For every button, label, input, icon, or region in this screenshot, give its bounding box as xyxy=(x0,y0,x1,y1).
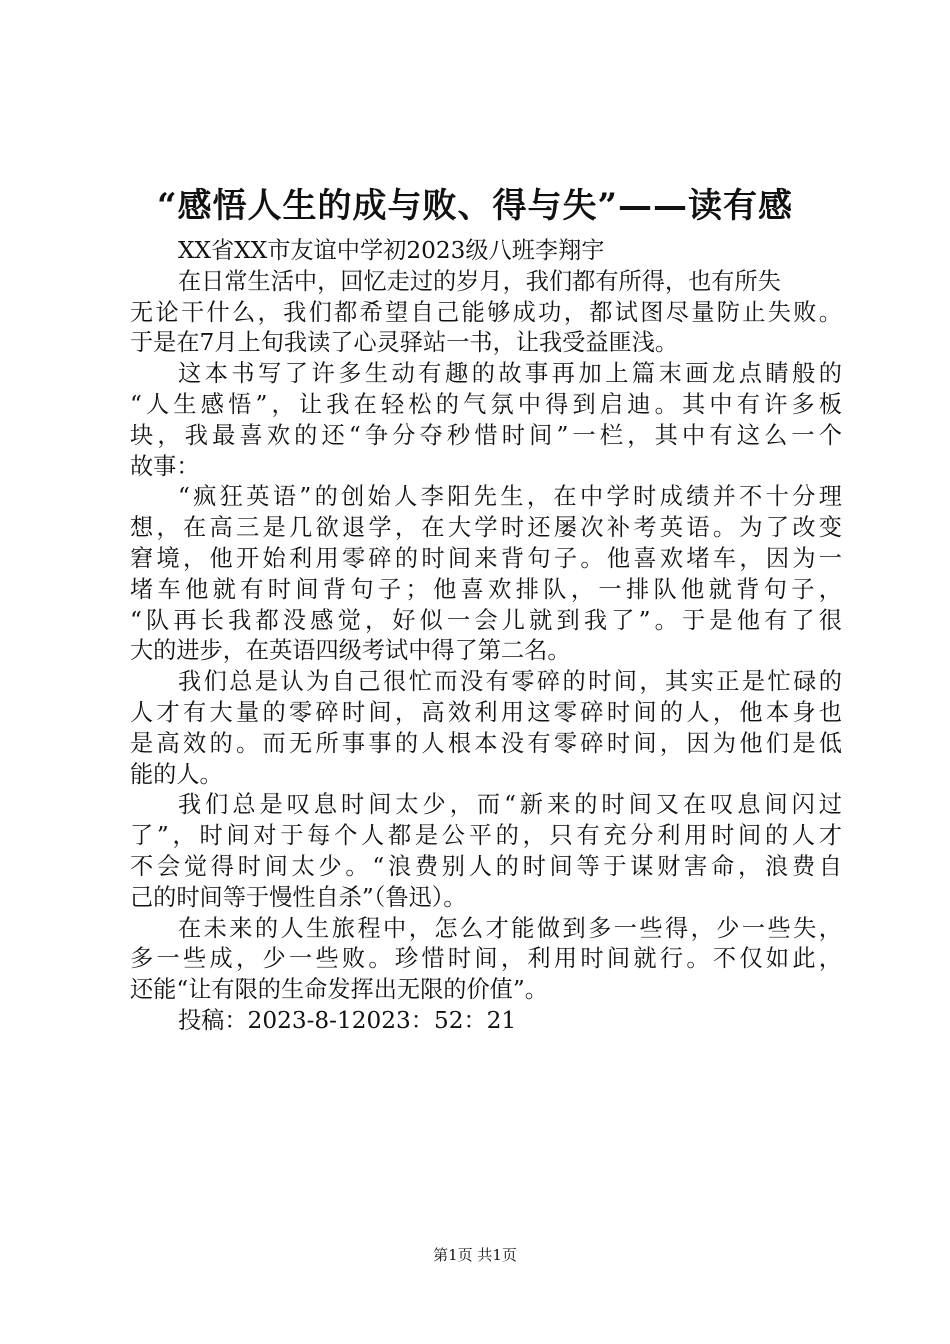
paragraph-1-line-1: 在日常生活中，回忆走过的岁月，我们都有所得，也有所失 xyxy=(178,267,781,295)
paragraph-4-line-3: 是高效的。而无所事事的人根本没有零碎时间，因为他们是低 xyxy=(130,729,842,757)
paragraph-5-line-4: 己的时间等于慢性自杀”（鲁迅）。 xyxy=(130,883,467,911)
paragraph-3-line-4: 堵车他就有时间背句子；他喜欢排队，一排队他就背句子， xyxy=(130,575,842,603)
paragraph-4-line-2: 人才有大量的零碎时间，高效利用这零碎时间的人，他本身也 xyxy=(130,698,842,726)
paragraph-6-line-3: 还能“让有限的生命发挥出无限的价值”。 xyxy=(130,976,548,1004)
paragraph-4-line-1: 我们总是认为自己很忙而没有零碎的时间，其实正是忙碌的 xyxy=(178,668,842,696)
submission-timestamp: 投稿：2023-8-12023：52：21 xyxy=(178,1006,517,1034)
paragraph-3-line-6: 大的进步，在英语四级考试中得了第二名。 xyxy=(130,637,571,665)
paragraph-5-line-1: 我们总是叹息时间太少，而“新来的时间又在叹息间闪过 xyxy=(178,791,842,819)
paragraph-2-line-3: 块，我最喜欢的还“争分夺秒惜时间”一栏，其中有这么一个 xyxy=(130,421,842,449)
paragraph-3-line-1: “疯狂英语”的创始人李阳先生，在中学时成绩并不十分理 xyxy=(178,483,842,511)
paragraph-5-line-3: 不会觉得时间太少。“浪费别人的时间等于谋财害命，浪费自 xyxy=(130,852,842,880)
document-title: “感悟人生的成与败、得与失”——读有感 xyxy=(156,186,794,226)
paragraph-6-line-2: 多一些成，少一些败。珍惜时间，利用时间就行。不仅如此， xyxy=(130,945,842,973)
paragraph-5-line-2: 了”，时间对于每个人都是公平的，只有充分利用时间的人才 xyxy=(130,822,842,850)
paragraph-2-line-1: 这本书写了许多生动有趣的故事再加上篇末画龙点睛般的 xyxy=(178,360,842,388)
author-line: XX省XX市友谊中学初2023级八班李翔宇 xyxy=(178,237,605,264)
paragraph-1-line-2: 无论干什么，我们都希望自己能够成功，都试图尽量防止失败。 xyxy=(130,298,842,326)
paragraph-1-line-3: 于是在7月上旬我读了心灵驿站一书，让我受益匪浅。 xyxy=(130,329,679,357)
paragraph-3-line-2: 想，在高三是几欲退学，在大学时还屡次补考英语。为了改变 xyxy=(130,514,842,542)
paragraph-3-line-5: “队再长我都没感觉，好似一会儿就到我了”。于是他有了很 xyxy=(130,606,842,634)
paragraph-6-line-1: 在未来的人生旅程中，怎么才能做到多一些得，少一些失， xyxy=(178,914,842,942)
paragraph-3-line-3: 窘境，他开始利用零碎的时间来背句子。他喜欢堵车，因为一 xyxy=(130,544,842,572)
document-body xyxy=(130,236,842,1037)
paragraph-4-line-4: 能的人。 xyxy=(130,760,223,788)
page-number-footer: 第1页 共1页 xyxy=(433,1246,517,1264)
paragraph-2-line-2: “人生感悟”，让我在轻松的气氛中得到启迪。其中有许多板 xyxy=(130,390,842,418)
paragraph-2-line-4: 故事： xyxy=(130,452,200,480)
